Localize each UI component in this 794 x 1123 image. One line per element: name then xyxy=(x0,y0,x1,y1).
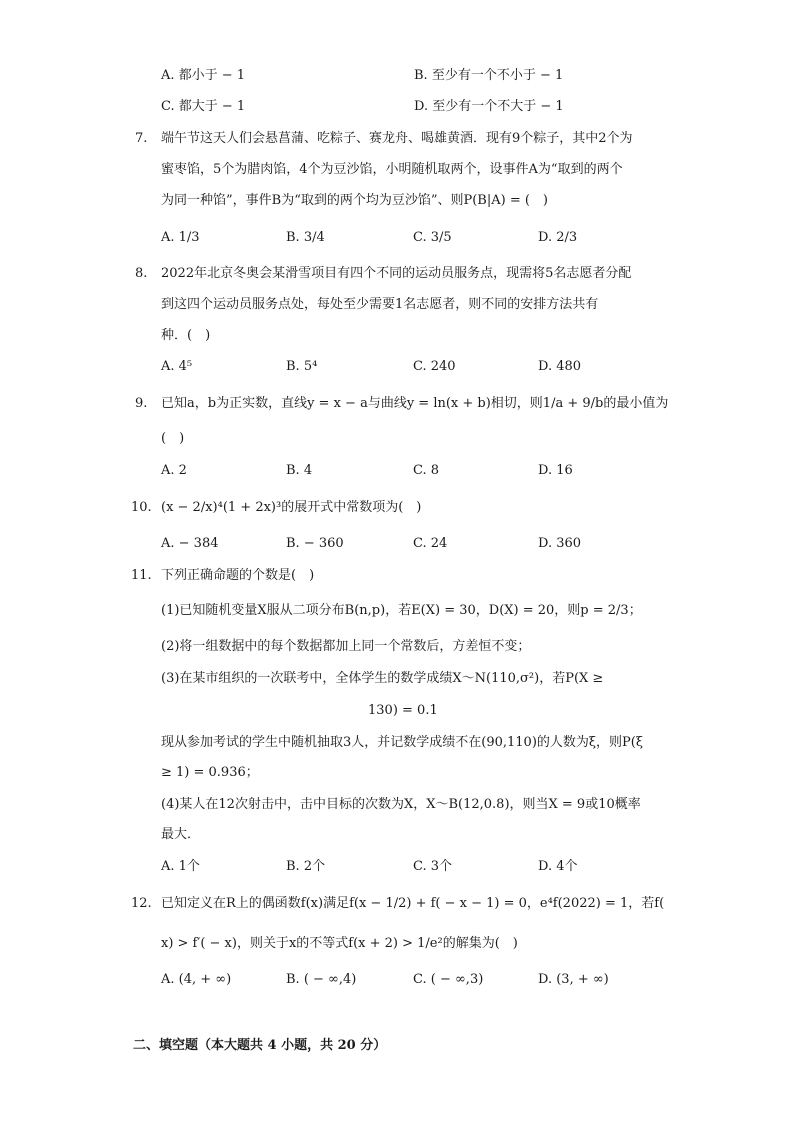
q7-option-a: A. 1/3 xyxy=(161,230,200,245)
q11-option-a: A. 1个 xyxy=(161,859,200,874)
section-heading: 二、填空题（本大题共 4 小题，共 20 分） xyxy=(133,1038,387,1053)
q7-option-b: B. 3/4 xyxy=(286,230,325,245)
q7-text-line: 为同一种馅”，事件B为“取到的两个均为豆沙馅”、则P(B|A) = ( ) xyxy=(161,193,549,208)
q10-option-b: B. − 360 xyxy=(286,536,344,551)
q8-text-line: 种．( ) xyxy=(161,328,211,343)
q11-option-d: D. 4个 xyxy=(538,859,578,874)
q11-text-line: 现从参加考试的学生中随机抽取3人，并记数学成绩不在(90,110)的人数为ξ，则P(ξ xyxy=(161,735,644,750)
q12-option-d: D. (3, + ∞) xyxy=(538,972,609,987)
q11-text-line: (4)某人在12次射击中，击中目标的次数为X，X～B(12,0.8)，则当X = 9或10概率 xyxy=(161,797,641,812)
q8-number: 8. xyxy=(135,266,148,281)
q10-option-d: D. 360 xyxy=(538,536,582,551)
q11-text-line: (2)将一组数据中的每个数据都加上同一个常数后，方差恒不变； xyxy=(161,639,531,654)
q12-number: 12. xyxy=(131,896,152,911)
q9-option-a: A. 2 xyxy=(161,463,187,478)
q8-option-b: B. 5⁴ xyxy=(286,359,318,374)
q9-text-line: ( ) xyxy=(161,431,185,446)
q7-option-d: D. 2/3 xyxy=(538,230,578,245)
q10-option-a: A. − 384 xyxy=(161,536,219,551)
q11-text-line: 130) = 0.1 xyxy=(368,703,438,718)
q7-number: 7. xyxy=(135,131,148,146)
q9-option-c: C. 8 xyxy=(413,463,440,478)
q8-option-d: D. 480 xyxy=(538,359,582,374)
q11-text-line: ≥ 1) = 0.936； xyxy=(161,765,259,780)
q12-text-line: x) > f′( − x)，则关于x的不等式f(x + 2) > 1/e²的解集为( ) xyxy=(161,936,518,951)
q12-text-line: 已知定义在R上的偶函数f(x)满足f(x − 1/2) + f( − x − 1) = 0，e⁴f(2022) = 1，若f( xyxy=(161,896,665,911)
q12-option-a: A. (4, + ∞) xyxy=(161,972,232,987)
q11-text-line: (3)在某市组织的一次联考中，全体学生的数学成绩X～N(110,σ²)，若P(X ≥ xyxy=(161,671,604,686)
q7-text-line: 端午节这天人们会悬菖蒲、吃粽子、赛龙舟、喝雄黄酒．现有9个粽子，其中2个为 xyxy=(161,131,633,146)
q6-option-a: A. 都小于 − 1 xyxy=(161,68,246,83)
q11-number: 11. xyxy=(131,568,152,583)
q8-text-line: 2022年北京冬奥会某滑雪项目有四个不同的运动员服务点，现需将5名志愿者分配 xyxy=(161,266,632,281)
q11-option-b: B. 2个 xyxy=(286,859,326,874)
q6-option-c: C. 都大于 − 1 xyxy=(161,99,246,114)
q6-option-b: B. 至少有一个不小于 − 1 xyxy=(414,68,564,83)
q8-option-a: A. 4⁵ xyxy=(161,359,193,374)
q9-option-d: D. 16 xyxy=(538,463,573,478)
q12-option-b: B. ( − ∞,4) xyxy=(286,972,357,987)
q11-text-line: (1)已知随机变量X服从二项分布B(n,p)，若E(X) = 30，D(X) = 20，则p = 2/3； xyxy=(161,603,642,618)
q9-text-line: 已知a，b为正实数，直线y = x − a与曲线y = ln(x + b)相切，则1/a + 9/b的最小值为 xyxy=(161,396,669,411)
q6-option-d: D. 至少有一个不大于 − 1 xyxy=(414,99,564,114)
q8-text-line: 到这四个运动员服务点处，每处至少需要1名志愿者，则不同的安排方法共有 xyxy=(161,297,599,312)
q12-option-c: C. ( − ∞,3) xyxy=(413,972,484,987)
q11-text-line: 最大． xyxy=(161,827,201,842)
q7-option-c: C. 3/5 xyxy=(413,230,452,245)
q10-number: 10. xyxy=(131,500,152,515)
q9-option-b: B. 4 xyxy=(286,463,313,478)
q7-text-line: 蜜枣馅，5个为腊肉馅，4个为豆沙馅，小明随机取两个，设事件A为“取到的两个 xyxy=(161,162,623,177)
q10-option-c: C. 24 xyxy=(413,536,448,551)
q11-text-line: 下列正确命题的个数是( ) xyxy=(161,568,315,583)
q8-option-c: C. 240 xyxy=(413,359,456,374)
q11-option-c: C. 3个 xyxy=(413,859,453,874)
q10-text-line: (x − 2/x)⁴(1 + 2x)³的展开式中常数项为( ) xyxy=(161,500,422,515)
q9-number: 9. xyxy=(135,396,148,411)
